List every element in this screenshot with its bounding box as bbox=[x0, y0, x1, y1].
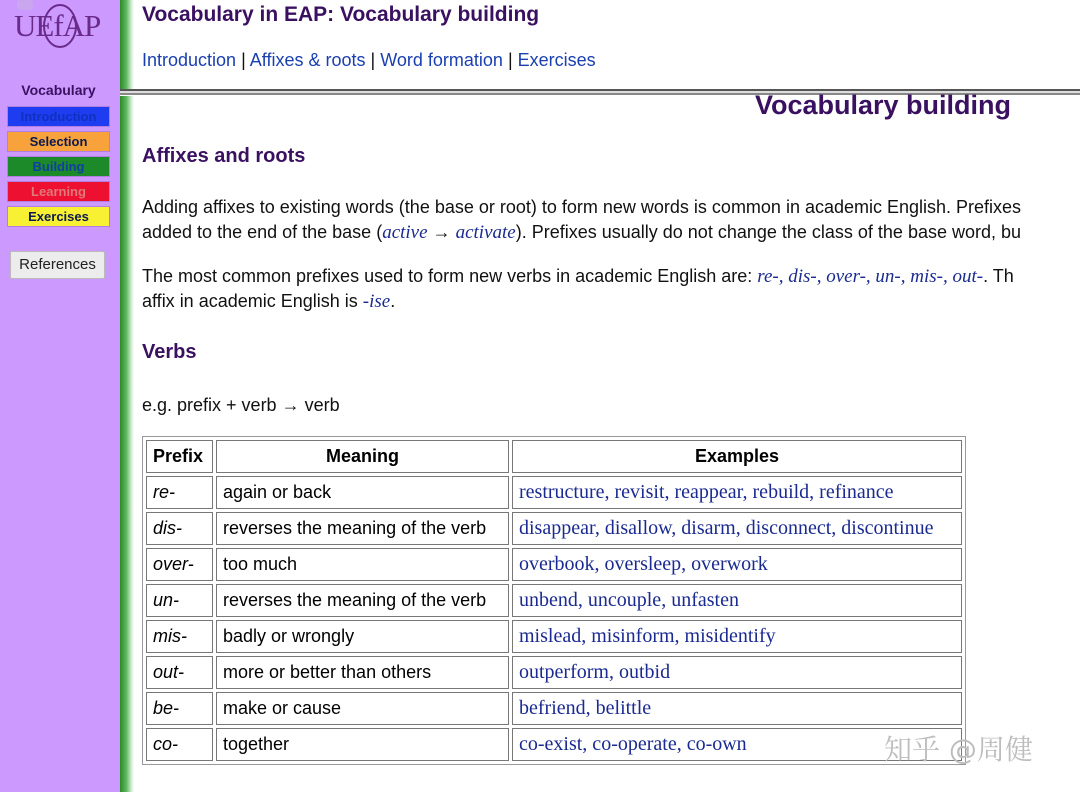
nav-introduction[interactable]: Introduction bbox=[7, 106, 110, 127]
uefap-logo[interactable] bbox=[14, 4, 106, 48]
cell-prefix: un- bbox=[146, 584, 213, 617]
cell-meaning: badly or wrongly bbox=[216, 620, 509, 653]
cell-prefix: over- bbox=[146, 548, 213, 581]
nav-building[interactable]: Building bbox=[7, 156, 110, 177]
cell-meaning: reverses the meaning of the verb bbox=[216, 584, 509, 617]
cell-meaning: make or cause bbox=[216, 692, 509, 725]
cell-meaning: reverses the meaning of the verb bbox=[216, 512, 509, 545]
nav-selection[interactable]: Selection bbox=[7, 131, 110, 152]
cell-prefix: dis- bbox=[146, 512, 213, 545]
top-nav bbox=[142, 50, 596, 71]
cell-meaning: again or back bbox=[216, 476, 509, 509]
cell-meaning: too much bbox=[216, 548, 509, 581]
intro-paragraph bbox=[142, 195, 1080, 245]
prefix-list: re-, dis-, over-, un-, mis-, out- bbox=[757, 266, 984, 287]
cell-examples: overbook, oversleep, overwork bbox=[512, 548, 962, 581]
header-meaning: Meaning bbox=[216, 440, 509, 473]
nav-learning[interactable]: Learning bbox=[7, 181, 110, 202]
cell-examples: outperform, outbid bbox=[512, 656, 962, 689]
cell-examples: mislead, misinform, misidentify bbox=[512, 620, 962, 653]
para2-line2-start: affix in academic English is bbox=[142, 291, 363, 311]
link-exercises[interactable]: Exercises bbox=[517, 50, 596, 70]
header-examples: Examples bbox=[512, 440, 962, 473]
cell-meaning: together bbox=[216, 728, 509, 761]
sidebar bbox=[0, 0, 120, 792]
prefixes-paragraph bbox=[142, 264, 1080, 314]
cell-examples: unbend, uncouple, unfasten bbox=[512, 584, 962, 617]
cell-meaning: more or better than others bbox=[216, 656, 509, 689]
para2-line1-end: . Th bbox=[983, 266, 1014, 286]
para2-line1-start: The most common prefixes used to form new verbs in academic English are: bbox=[142, 266, 758, 286]
table-row bbox=[146, 584, 962, 617]
formula-text: e.g. prefix + verb → verb bbox=[142, 395, 340, 415]
references-button[interactable]: References bbox=[10, 251, 105, 279]
cell-prefix: mis- bbox=[146, 620, 213, 653]
logo-text: UEfAP bbox=[14, 8, 101, 43]
link-affixes-roots[interactable]: Affixes & roots bbox=[249, 50, 366, 70]
cell-examples: disappear, disallow, disarm, disconnect, discontinue bbox=[512, 512, 962, 545]
cell-prefix: re- bbox=[146, 476, 213, 509]
header-prefix: Prefix bbox=[146, 440, 213, 473]
section-heading-affixes: Affixes and roots bbox=[142, 145, 306, 167]
para1-line1: Adding affixes to existing words (the base or root) to form new words is common in academic English. Prefixes bbox=[142, 197, 1022, 217]
section-heading-verbs: Verbs bbox=[142, 341, 197, 363]
para2-line2-end: . bbox=[390, 291, 396, 311]
para1-line2-end: ). Prefixes usually do not change the class of the base word, bu bbox=[515, 222, 1022, 242]
suffix-ise: -ise bbox=[362, 291, 391, 312]
link-word-formation[interactable]: Word formation bbox=[380, 50, 503, 70]
table-row bbox=[146, 512, 962, 545]
table-row bbox=[146, 476, 962, 509]
cell-prefix: out- bbox=[146, 656, 213, 689]
table-header-row bbox=[146, 440, 962, 473]
cell-prefix: co- bbox=[146, 728, 213, 761]
table-row bbox=[146, 620, 962, 653]
sidebar-heading: Vocabulary bbox=[21, 82, 96, 98]
cell-prefix: be- bbox=[146, 692, 213, 725]
para1-line2-start: added to the end of the base ( bbox=[142, 222, 383, 242]
verb-prefix-table bbox=[142, 436, 966, 765]
table-row bbox=[146, 656, 962, 689]
nav-exercises[interactable]: Exercises bbox=[7, 206, 110, 227]
table-row bbox=[146, 548, 962, 581]
link-introduction[interactable]: Introduction bbox=[142, 50, 237, 70]
table-row bbox=[146, 692, 962, 725]
cell-examples: co-exist, co-operate, co-own bbox=[512, 728, 962, 761]
site-title: Vocabulary in EAP: Vocabulary building bbox=[142, 3, 540, 26]
link-separator: | bbox=[370, 50, 376, 70]
link-separator: | bbox=[507, 50, 513, 70]
watermark: 知乎 @周健 bbox=[884, 733, 1033, 766]
table-row bbox=[146, 728, 962, 761]
decorative-strip bbox=[120, 0, 134, 792]
cell-examples: befriend, belittle bbox=[512, 692, 962, 725]
example-activate: activate bbox=[455, 222, 516, 243]
link-separator: | bbox=[241, 50, 246, 70]
page-heading: Vocabulary building bbox=[755, 90, 1012, 120]
cell-examples: restructure, revisit, reappear, rebuild, refinance bbox=[512, 476, 962, 509]
example-active: active bbox=[382, 222, 428, 243]
arrow-glyph: → bbox=[432, 222, 451, 242]
